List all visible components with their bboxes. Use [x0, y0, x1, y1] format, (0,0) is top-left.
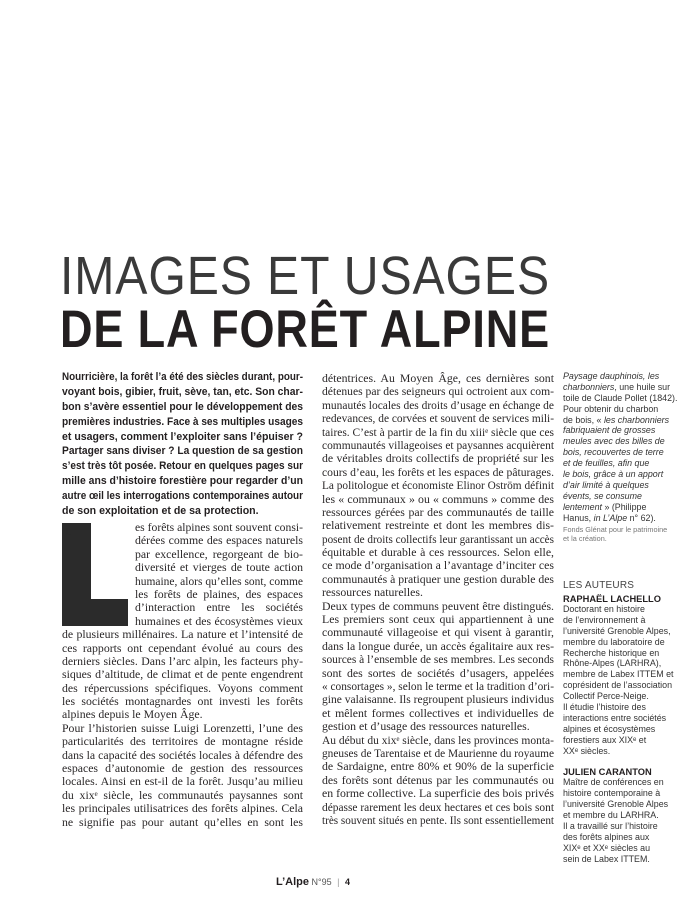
caption-line-content — [563, 458, 649, 469]
credit-line — [563, 534, 681, 543]
text-line — [322, 747, 554, 760]
bio-line-content: Recherche historique en — [563, 647, 660, 658]
text-line — [62, 534, 303, 547]
caption-line-content — [563, 480, 649, 491]
bio-line-content: coprésident de l’association — [563, 680, 673, 691]
text-line-content: mille ans d’histoire forestière pour regarder d’un — [62, 475, 303, 488]
text-line-content: des répercussions spécifiques. Voyons comment — [62, 680, 303, 695]
text-line-content: de plusieurs millénaires. La nature et l’intensité de — [62, 627, 303, 642]
caption-italic-text: charbonniers — [563, 381, 615, 392]
title-line-bold — [60, 300, 550, 359]
bio-line — [563, 604, 681, 615]
caption-line-content — [563, 393, 677, 404]
text-line — [322, 760, 554, 773]
text-line — [322, 385, 554, 398]
text-line — [322, 479, 554, 492]
bio-line-content: Doctorant en histoire — [563, 604, 645, 614]
title-line-light — [60, 246, 550, 306]
bio-line — [563, 669, 681, 680]
caption-italic-text: fabriquaient de grosses — [563, 425, 656, 436]
caption-line — [563, 371, 681, 382]
text-line-content: Partager sans diviser ? La question de sa gestion — [62, 445, 303, 458]
credit-line — [563, 525, 681, 534]
text-line — [322, 787, 554, 800]
text-line-content: diversité et vierges de toute action — [135, 560, 303, 575]
text-line-content: et usagers, comment l’exploiter sans l’épuiser ? — [62, 430, 303, 443]
text-line — [62, 415, 303, 430]
caption-text: toile de Claude Pollet (1842). — [563, 392, 678, 403]
text-line — [62, 459, 303, 474]
caption-line-content — [563, 371, 659, 382]
caption-italic-text: évents, se consume — [563, 490, 642, 501]
caption-line-content — [563, 469, 663, 480]
text-line — [62, 802, 303, 815]
text-line-content: ces rapports ont cependant évolué au cours des — [62, 640, 303, 655]
caption-italic-text: in L’Alpe — [593, 512, 628, 523]
text-line-content: es forêts alpines sont souvent consi- — [135, 520, 303, 534]
caption-line-content — [563, 415, 669, 426]
author-name-line — [563, 592, 681, 604]
text-line-content: les « communaux » ou « communs » comme des — [322, 491, 554, 506]
bio-line — [563, 680, 681, 691]
text-line-content: détentrices. Au Moyen Âge, ces dernières sont — [322, 371, 554, 385]
bio-line-content: de l’environnement à — [563, 614, 646, 625]
bio-line-content: XXᵉ siècles. — [563, 745, 611, 756]
text-line — [62, 668, 303, 681]
drop-cap-letter: L — [66, 527, 72, 538]
bio-line — [563, 626, 681, 637]
text-line — [322, 426, 554, 439]
text-line-content: Pour l’historien suisse Luigi Lorenzetti, l’une des — [62, 720, 303, 735]
text-line — [62, 628, 303, 641]
text-line — [322, 573, 554, 586]
text-line-content: du xixᵉ siècle, les communautés paysannes sont — [62, 787, 303, 802]
caption-line-content — [563, 436, 665, 447]
caption-line — [563, 393, 681, 404]
caption-italic-text: lentement — [563, 501, 602, 512]
text-line-content: taires. C’est à partir de la fin du xiiiᵉ siècle que ces — [322, 424, 554, 439]
bio-line — [563, 713, 681, 724]
text-line-content: humaines et des écosystèmes vieux — [135, 613, 303, 628]
text-line-content: communautés à pratiquer une gestion durable des — [322, 571, 554, 586]
text-line-content: équitable et durable à ces ressources. Selon elle, — [322, 545, 554, 560]
text-line-content: de Sardaigne, entre 80% et 90% de la superficie — [322, 759, 554, 774]
caption-line-content — [563, 425, 655, 436]
text-line-content: et mêlent formes collectives et individuelles de — [322, 705, 554, 720]
text-line — [62, 735, 303, 748]
text-line — [62, 749, 303, 762]
bio-line — [563, 724, 681, 735]
caption-line — [563, 382, 681, 393]
text-line-content: humaine, alors qu’elles sont, comme — [135, 573, 303, 588]
text-line — [322, 600, 554, 613]
text-line-content: par excellence, regorgeant de bio- — [135, 546, 303, 561]
bio-line — [563, 691, 681, 702]
text-line — [62, 775, 303, 788]
author-name: RAPHAËL LACHELLO — [563, 594, 661, 604]
text-line — [322, 640, 554, 653]
bio-line-content: histoire contemporaine à — [563, 788, 661, 799]
bio-line-content: et membre du LARHRA. — [563, 810, 659, 821]
text-line — [322, 533, 554, 546]
text-line — [62, 504, 303, 519]
issue-number: N°95 — [311, 877, 332, 887]
caption-line-content — [563, 447, 664, 458]
bio-line-content: sein de Labex ITTEM. — [563, 853, 650, 864]
author-bio — [563, 777, 681, 864]
text-line-content: sont des sortes de sociétés d’usagers, appelées — [322, 665, 554, 680]
text-line-content: les principales utilisatrices des forêts alpines. Cela — [62, 801, 303, 816]
text-line-content: les forêts de plaines, des espaces — [135, 586, 303, 601]
text-line-content: ressources naturelles. — [322, 585, 423, 600]
author-entry — [563, 765, 681, 864]
text-line — [322, 720, 554, 733]
text-line-content: communautés villageoises et paysannes acquièrent — [322, 437, 554, 452]
caption-line-content — [563, 491, 642, 502]
caption-line — [563, 502, 681, 513]
bio-line-content: membre de Labex ITTEM et — [563, 669, 674, 680]
text-line — [62, 548, 303, 561]
text-line-content: premières industries. Face à ses multiples usages — [62, 415, 303, 428]
caption-line-content — [563, 404, 658, 415]
text-line — [62, 708, 303, 721]
text-line-content: en forme collective. La superficie des bois privés — [322, 786, 554, 801]
text-line — [62, 682, 303, 695]
bio-line-content: Maître de conférences en — [563, 777, 664, 788]
text-line — [322, 801, 554, 814]
caption-line-content — [563, 382, 670, 393]
text-line-content: gestion et d’usage des ressources naturelles. — [322, 719, 530, 734]
text-line — [62, 601, 303, 614]
text-line-content: locales. Ainsi en est-il de la forêt. Jusqu’au milieu — [62, 774, 303, 789]
title-light-text: IMAGES ET USAGES — [60, 246, 550, 306]
text-line-content: détenues par des seigneurs qui octroient aux com- — [322, 384, 554, 399]
body-column-1 — [62, 521, 303, 829]
text-line-content: ressources gérées par des communautés de taille — [322, 504, 554, 519]
text-line — [322, 653, 554, 666]
text-line — [322, 586, 554, 599]
text-line — [322, 519, 554, 532]
text-line-content: de son exploitation et de sa protection. — [62, 505, 259, 518]
text-line — [62, 789, 303, 802]
title-bold-text: DE LA FORÊT ALPINE — [60, 300, 550, 359]
text-line-content: dans la longue durée, un accès égalitaire aux res- — [322, 638, 554, 653]
text-line-content: gine valaisanne. Ils regroupent plusieurs individus — [322, 692, 554, 707]
bio-line-content: l’université Grenoble Alpes — [563, 799, 669, 810]
text-line — [62, 474, 303, 489]
text-line — [62, 521, 303, 534]
text-line — [62, 400, 303, 415]
text-line — [322, 613, 554, 626]
text-line — [322, 466, 554, 479]
bio-line-content: XIXᵉ et XXᵉ siècles au — [563, 842, 651, 853]
bio-line — [563, 746, 681, 757]
text-line-content: Deux types de communs peuvent être distingués. — [322, 598, 554, 613]
author-name-line — [563, 765, 681, 777]
text-line-content: derniers siècles. Dans l’arc alpin, les facteurs phy- — [62, 653, 303, 668]
text-line-content: autre œil les interrogations contemporaines autour — [62, 490, 303, 503]
authors-box — [563, 580, 681, 865]
text-line — [322, 452, 554, 465]
text-line — [322, 626, 554, 639]
caption-line — [563, 415, 681, 426]
bio-line — [563, 821, 681, 832]
bio-line — [563, 702, 681, 713]
text-line-content: d’interaction entre les sociétés — [135, 600, 303, 615]
magazine-name: L’Alpe — [276, 876, 310, 888]
text-line-content: relativement restreinte et dont les membres dis- — [322, 518, 554, 533]
bio-line — [563, 648, 681, 659]
caption-line-content — [563, 502, 646, 513]
caption-italic-text: meules avec des billes de — [563, 436, 665, 447]
text-line-content: dérées comme des espaces naturels — [135, 533, 303, 548]
text-line-content: dans la capacité des sociétés locales à défendre des — [62, 747, 303, 762]
text-line-content: alpines depuis le Moyen Âge. — [62, 707, 203, 722]
text-line-content: sources à l’ensemble de ses membres. Les seconds — [322, 652, 554, 667]
text-line — [322, 506, 554, 519]
text-line — [62, 722, 303, 735]
text-line-content: communauté villageoise et qui visent à garantir, — [322, 625, 554, 640]
text-line-content: « consortages », selon le terme et la tradition d’ori- — [322, 678, 554, 693]
text-line-content: particularités des territoires de montagne réside — [62, 734, 303, 749]
text-line — [62, 588, 303, 601]
bio-line-content: des forêts alpines aux — [563, 831, 650, 842]
bio-line — [563, 843, 681, 854]
author-entry — [563, 592, 681, 756]
caption-italic-text: d’air limité à quelques — [563, 479, 649, 490]
text-line-content: siques d’altitude, de climat et de pente engendrent — [62, 667, 303, 682]
text-line — [62, 370, 303, 385]
text-line-content: de véritables droits collectifs de propriété sur les — [322, 451, 554, 466]
text-line — [62, 489, 303, 504]
caption-text: » (Philippe — [601, 501, 647, 512]
caption-line — [563, 469, 681, 480]
text-line — [62, 615, 303, 628]
text-line — [62, 430, 303, 445]
bio-line-content: Il étudie l’histoire des — [563, 702, 646, 713]
caption-italic-text: et de feuilles, afin que — [563, 458, 650, 469]
text-line — [62, 444, 303, 459]
text-line — [322, 546, 554, 559]
bio-line — [563, 799, 681, 810]
bio-line-content: Collectif Perce-Neige. — [563, 691, 649, 702]
text-line — [62, 642, 303, 655]
caption-line — [563, 447, 681, 458]
caption-line — [563, 491, 681, 502]
text-line-content: espaces d’autonomie de gestion des ressources — [62, 761, 303, 776]
bio-line-content: alpines et écosystèmes — [563, 723, 656, 734]
caption-italic-text: le bois, grâce à un apport — [563, 469, 664, 480]
text-line-content: très souvent situés en pente. Ils sont essentiellement — [322, 812, 554, 827]
bio-line-content: l’université Grenoble Alpes, — [563, 625, 671, 636]
bio-line — [563, 658, 681, 669]
text-line — [62, 816, 303, 829]
footer-separator: | — [337, 877, 340, 887]
text-line — [322, 439, 554, 452]
text-line — [322, 734, 554, 747]
text-line — [322, 399, 554, 412]
bio-line — [563, 777, 681, 788]
caption-line — [563, 458, 681, 469]
bio-line — [563, 637, 681, 648]
caption-text: , une huile sur — [614, 381, 671, 392]
text-line — [322, 372, 554, 385]
text-line — [322, 774, 554, 787]
text-line — [322, 412, 554, 425]
caption-line — [563, 436, 681, 447]
text-line-content: les sociétés montagnardes ont investi les forêts — [62, 694, 303, 709]
bio-line-content: Rhône-Alpes (LARHRA), — [563, 658, 662, 669]
caption-line-content — [563, 513, 656, 524]
caption-line — [563, 513, 681, 524]
text-line-content: Au début du xixᵉ siècle, dans les provinces monta- — [322, 732, 554, 747]
text-line — [62, 575, 303, 588]
article-intro — [62, 370, 303, 519]
text-line — [62, 561, 303, 574]
text-line-content: bon s’avère essentiel pour le développement des — [62, 400, 303, 413]
text-line — [322, 493, 554, 506]
image-caption — [563, 371, 681, 523]
page-number: 4 — [345, 877, 351, 887]
text-line-content: voyant bois, gibier, fruit, sève, tan, etc. Son char- — [62, 385, 303, 398]
text-line-content: Les premiers sont ceux qui appartiennent à une — [322, 612, 554, 627]
credit-line-content: Fonds Glénat pour le patrimoine — [563, 525, 668, 534]
text-line — [322, 693, 554, 706]
text-line — [322, 707, 554, 720]
text-line — [322, 814, 554, 827]
author-bio — [563, 604, 681, 756]
caption-line — [563, 425, 681, 436]
image-credit — [563, 525, 681, 543]
text-line-content: s’est très tôt posée. Retour en quelques pages sur — [62, 460, 303, 473]
text-line-content: ce mode d’organisation a l’avantage d’inciter ces — [322, 558, 554, 573]
caption-italic-text: Paysage dauphinois, les — [563, 371, 660, 381]
bio-line — [563, 788, 681, 799]
authors-heading: LES AUTEURS — [563, 580, 635, 591]
text-line-content: posent de droits collectifs leur garantissant un accès — [322, 531, 554, 546]
text-line — [322, 680, 554, 693]
bio-line — [563, 735, 681, 746]
bio-line — [563, 810, 681, 821]
text-line-content: ne signifie pas pour autant qu’elles en sont les — [62, 814, 303, 829]
caption-text: Pour obtenir du charbon — [563, 403, 659, 414]
bio-line-content: forestiers aux XIXᵉ et — [563, 734, 647, 745]
text-line-content: redevances, de corvées et souvent de services mili- — [322, 411, 554, 426]
caption-line — [563, 404, 681, 415]
text-line — [62, 385, 303, 400]
text-line — [62, 655, 303, 668]
credit-line-content: et la création. — [563, 534, 607, 543]
text-line — [62, 695, 303, 708]
bio-line-content: interactions entre sociétés — [563, 712, 667, 723]
text-line-content: des forêts sont détenus par les communautés ou — [322, 772, 554, 787]
caption-italic-text: les charbonniers — [603, 414, 670, 425]
bio-line — [563, 832, 681, 843]
text-line — [62, 762, 303, 775]
text-line-content: Nourricière, la forêt l’a été des siècles durant, pour- — [62, 371, 303, 383]
body-column-2 — [322, 372, 554, 827]
text-line-content: dépasse rarement les deux hectares et ces bois sont — [322, 799, 554, 814]
caption-text: n° 62). — [627, 512, 656, 523]
page-footer — [276, 876, 350, 888]
caption-text: de bois, « — [563, 414, 604, 425]
bio-line-content: Il a travaillé sur l’histoire — [563, 821, 658, 832]
text-line-content: La politologue et économiste Elinor Oström définit — [322, 478, 554, 493]
bio-line-content: membre du laboratoire de — [563, 636, 665, 647]
text-line — [322, 559, 554, 572]
text-line-content: cours d’eau, les forêts et les espaces de pâturages. — [322, 464, 554, 479]
caption-line — [563, 480, 681, 491]
text-line-content: munautés locales des droits d’usage en échange de — [322, 397, 554, 412]
text-line — [322, 667, 554, 680]
caption-text: Hanus, — [563, 512, 594, 523]
text-line-content: gneuses de Tarentaise et de Maurienne du royaume — [322, 745, 554, 760]
bio-line — [563, 854, 681, 865]
author-name: JULIEN CARANTON — [563, 767, 652, 778]
bio-line — [563, 615, 681, 626]
caption-italic-text: bois, recouvertes de terre — [563, 447, 664, 458]
